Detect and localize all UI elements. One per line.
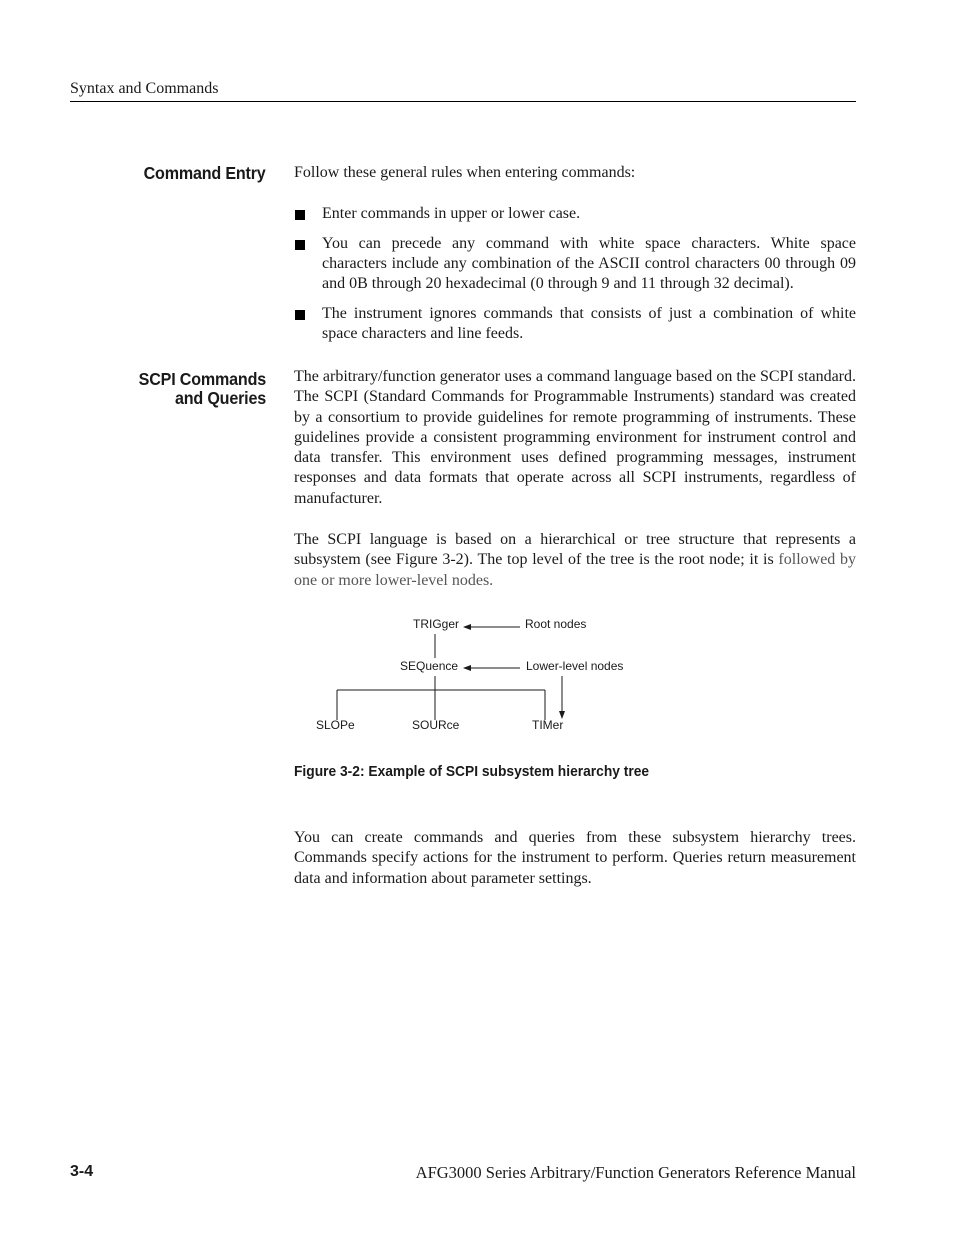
running-header: Syntax and Commands: [70, 80, 219, 97]
section-heading-scpi: SCPI Commands and Queries: [138, 369, 266, 408]
header-rule: [70, 101, 856, 102]
annotation-lower-level-nodes: Lower-level nodes: [526, 659, 624, 673]
tree-node-leaf-source: SOURce: [412, 718, 460, 732]
list-item-text: You can precede any command with white space characters. White space characters include any combination of the ASCII control characters 00 through 09 and 0B through 20 hexadecimal (0 through 9 and 11 through 32 decimal).: [322, 234, 856, 293]
list-item: [294, 234, 856, 295]
page-number: 3-4: [70, 1163, 94, 1180]
section-heading-command-entry: Command Entry: [144, 163, 266, 183]
square-bullet-icon: [295, 240, 305, 250]
scpi-paragraph-2: [294, 530, 856, 591]
scpi-paragraph-1: The arbitrary/function generator uses a command language based on the SCPI standard. The SCPI (Standard Commands for Programmable Instruments) standard was created by a consortium to provide guidelines for remote programming of instruments. These guidelines provide a consistent programming environment for instrument control and data transfer. This environment uses defined programming messages, instrument responses and data formats that operate across all SCPI instruments, regardless of manufacturer.: [294, 368, 856, 507]
scpi-paragraph-2-main: The SCPI language is based on a hierarchical or tree structure that represents a subsystem (see Figure 3-2). The top level of the tree is the root node; it is: [294, 531, 856, 569]
list-item-text: The instrument ignores commands that consists of just a combination of white space characters and line feeds.: [322, 305, 856, 343]
command-entry-intro: Follow these general rules when entering commands:: [294, 164, 636, 181]
list-item-text: Enter commands in upper or lower case.: [322, 205, 581, 222]
tree-node-leaf-timer: TIMer: [532, 718, 564, 732]
manual-title: AFG3000 Series Arbitrary/Function Generators Reference Manual: [415, 1163, 856, 1182]
scpi-hierarchy-tree-diagram: [300, 610, 640, 740]
square-bullet-icon: [295, 310, 305, 320]
command-entry-rules-list: [294, 204, 856, 354]
list-item: [294, 204, 856, 224]
tree-node-root: TRIGger: [413, 617, 460, 631]
tree-node-level2: SEQuence: [400, 659, 459, 673]
scpi-paragraph-3: You can create commands and queries from these subsystem hierarchy trees. Commands specify actions for the instrument to perform. Queries return measurement data and information about parameter settings.: [294, 829, 856, 887]
square-bullet-icon: [295, 210, 305, 220]
figure-caption: Figure 3-2: Example of SCPI subsystem hierarchy tree: [294, 763, 650, 780]
scpi-paragraph-2-faded: followed by one or more lower-level nodes.: [294, 551, 857, 589]
tree-node-leaf-slope: SLOPe: [316, 718, 355, 732]
annotation-root-nodes: Root nodes: [525, 617, 587, 631]
list-item: [294, 304, 856, 345]
